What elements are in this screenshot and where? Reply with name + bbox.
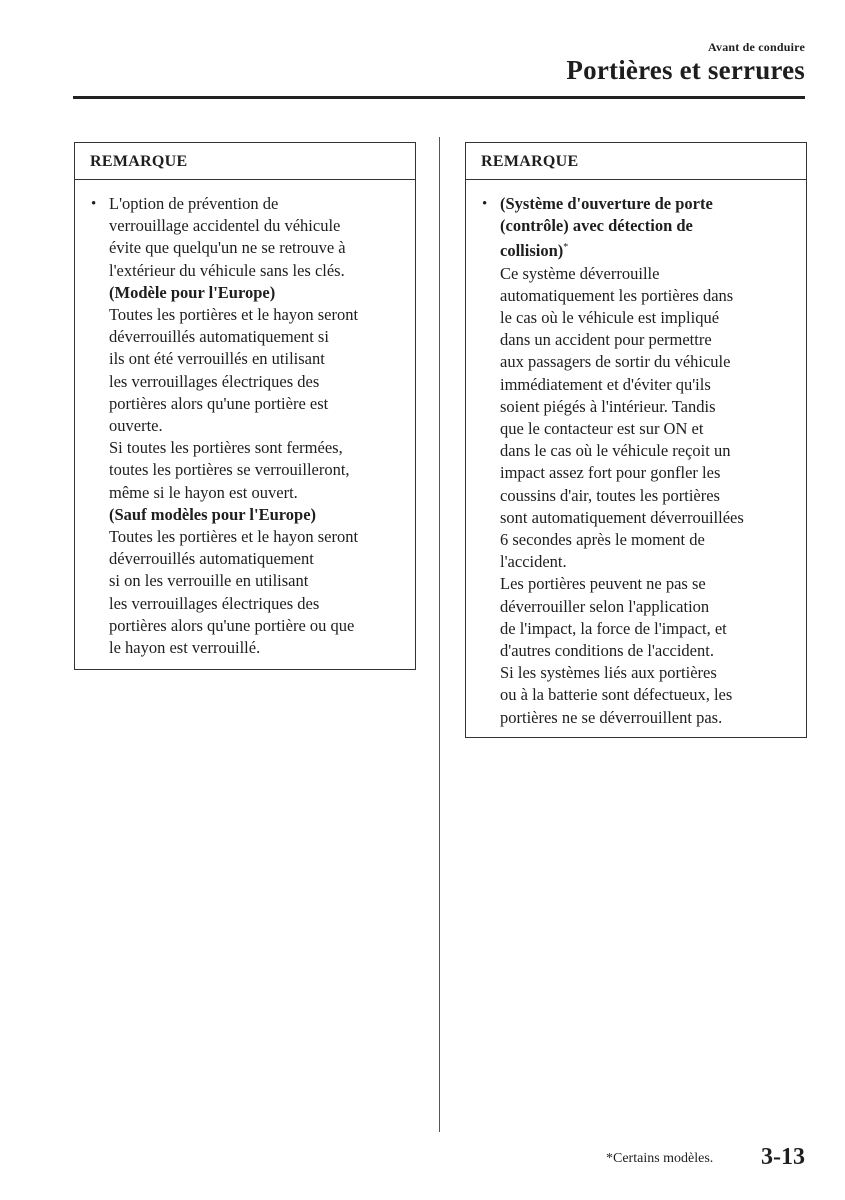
- text-line: d'autres conditions de l'accident.: [500, 641, 714, 661]
- subheading-non-europe: (Sauf modèles pour l'Europe): [109, 504, 317, 524]
- text-line: dans le cas où le véhicule reçoit un: [500, 441, 731, 461]
- bullet-glyph: •: [91, 196, 97, 212]
- header-rule: [73, 96, 805, 99]
- text-line: automatiquement les portières dans: [500, 285, 734, 305]
- text-line: L'option de prévention de: [109, 194, 279, 213]
- text-line: l'accident.: [500, 552, 567, 572]
- column-divider: [439, 137, 440, 1132]
- page-title: Portières et serrures: [566, 55, 805, 85]
- text-line: Toutes les portières et le hayon seront: [109, 527, 359, 547]
- text-line: Les portières peuvent ne pas se: [500, 574, 706, 594]
- text-line: Si toutes les portières sont fermées,: [109, 438, 343, 458]
- page-number: 3-13: [761, 1144, 805, 1170]
- text-line: Toutes les portières et le hayon seront: [109, 305, 359, 325]
- text-line: que le contacteur est sur ON et: [500, 419, 704, 439]
- bullet-item: [481, 193, 800, 729]
- footnote-marker: *: [563, 242, 569, 254]
- item-title-text: collision): [500, 241, 564, 261]
- note-box-left: [74, 142, 416, 670]
- text-line: si on les verrouille en utilisant: [109, 571, 309, 591]
- text-line: dans un accident pour permettre: [500, 330, 712, 350]
- text-line: verrouillage accidentel du véhicule: [109, 216, 341, 236]
- note-box-right: [465, 142, 807, 738]
- item-title-line: (contrôle) avec détection de: [500, 216, 693, 236]
- note-body: [75, 180, 415, 659]
- text-line: portières alors qu'une portière est: [109, 393, 329, 413]
- text-line: aux passagers de sortir du véhicule: [500, 352, 731, 372]
- text-line: coussins d'air, toutes les portières: [500, 485, 720, 505]
- text-line: portières alors qu'une portière ou que: [109, 615, 355, 635]
- text-line: déverrouillés automatiquement: [109, 549, 314, 569]
- text-line: le hayon est verrouillé.: [109, 638, 261, 658]
- text-line: évite que quelqu'un ne se retrouve à: [109, 238, 346, 258]
- bullet-glyph: •: [482, 196, 488, 212]
- section-label: Avant de conduire: [708, 40, 805, 54]
- text-line: portières ne se déverrouillent pas.: [500, 707, 723, 727]
- item-title-line: [500, 237, 800, 262]
- text-line: ils ont été verrouillés en utilisant: [109, 349, 325, 369]
- text-line: de l'impact, la force de l'impact, et: [500, 618, 727, 638]
- text-line: Ce système déverrouille: [500, 263, 660, 283]
- text-line: immédiatement et d'éviter qu'ils: [500, 374, 711, 394]
- subheading-europe: (Modèle pour l'Europe): [109, 282, 276, 302]
- text-line: déverrouiller selon l'application: [500, 596, 710, 616]
- bullet-item: [90, 193, 409, 659]
- note-heading: REMARQUE: [466, 143, 806, 180]
- text-line: impact assez fort pour gonfler les: [500, 463, 721, 483]
- note-body: [466, 180, 806, 729]
- footnote: *Certains modèles.: [606, 1151, 714, 1166]
- text-line: les verrouillages électriques des: [109, 371, 320, 391]
- text-line: même si le hayon est ouvert.: [109, 482, 298, 502]
- text-line: toutes les portières se verrouilleront,: [109, 460, 350, 480]
- text-line: le cas où le véhicule est impliqué: [500, 308, 720, 328]
- text-line: soient piégés à l'intérieur. Tandis: [500, 396, 716, 416]
- item-title-line: (Système d'ouverture de porte: [500, 194, 713, 213]
- text-line: déverrouillés automatiquement si: [109, 327, 329, 347]
- text-line: les verrouillages électriques des: [109, 593, 320, 613]
- text-line: ou à la batterie sont défectueux, les: [500, 685, 733, 705]
- text-line: l'extérieur du véhicule sans les clés.: [109, 260, 345, 280]
- text-line: 6 secondes après le moment de: [500, 530, 705, 550]
- note-heading: REMARQUE: [75, 143, 415, 180]
- text-line: ouverte.: [109, 416, 163, 436]
- text-line: Si les systèmes liés aux portières: [500, 663, 717, 683]
- text-line: sont automatiquement déverrouillées: [500, 507, 744, 527]
